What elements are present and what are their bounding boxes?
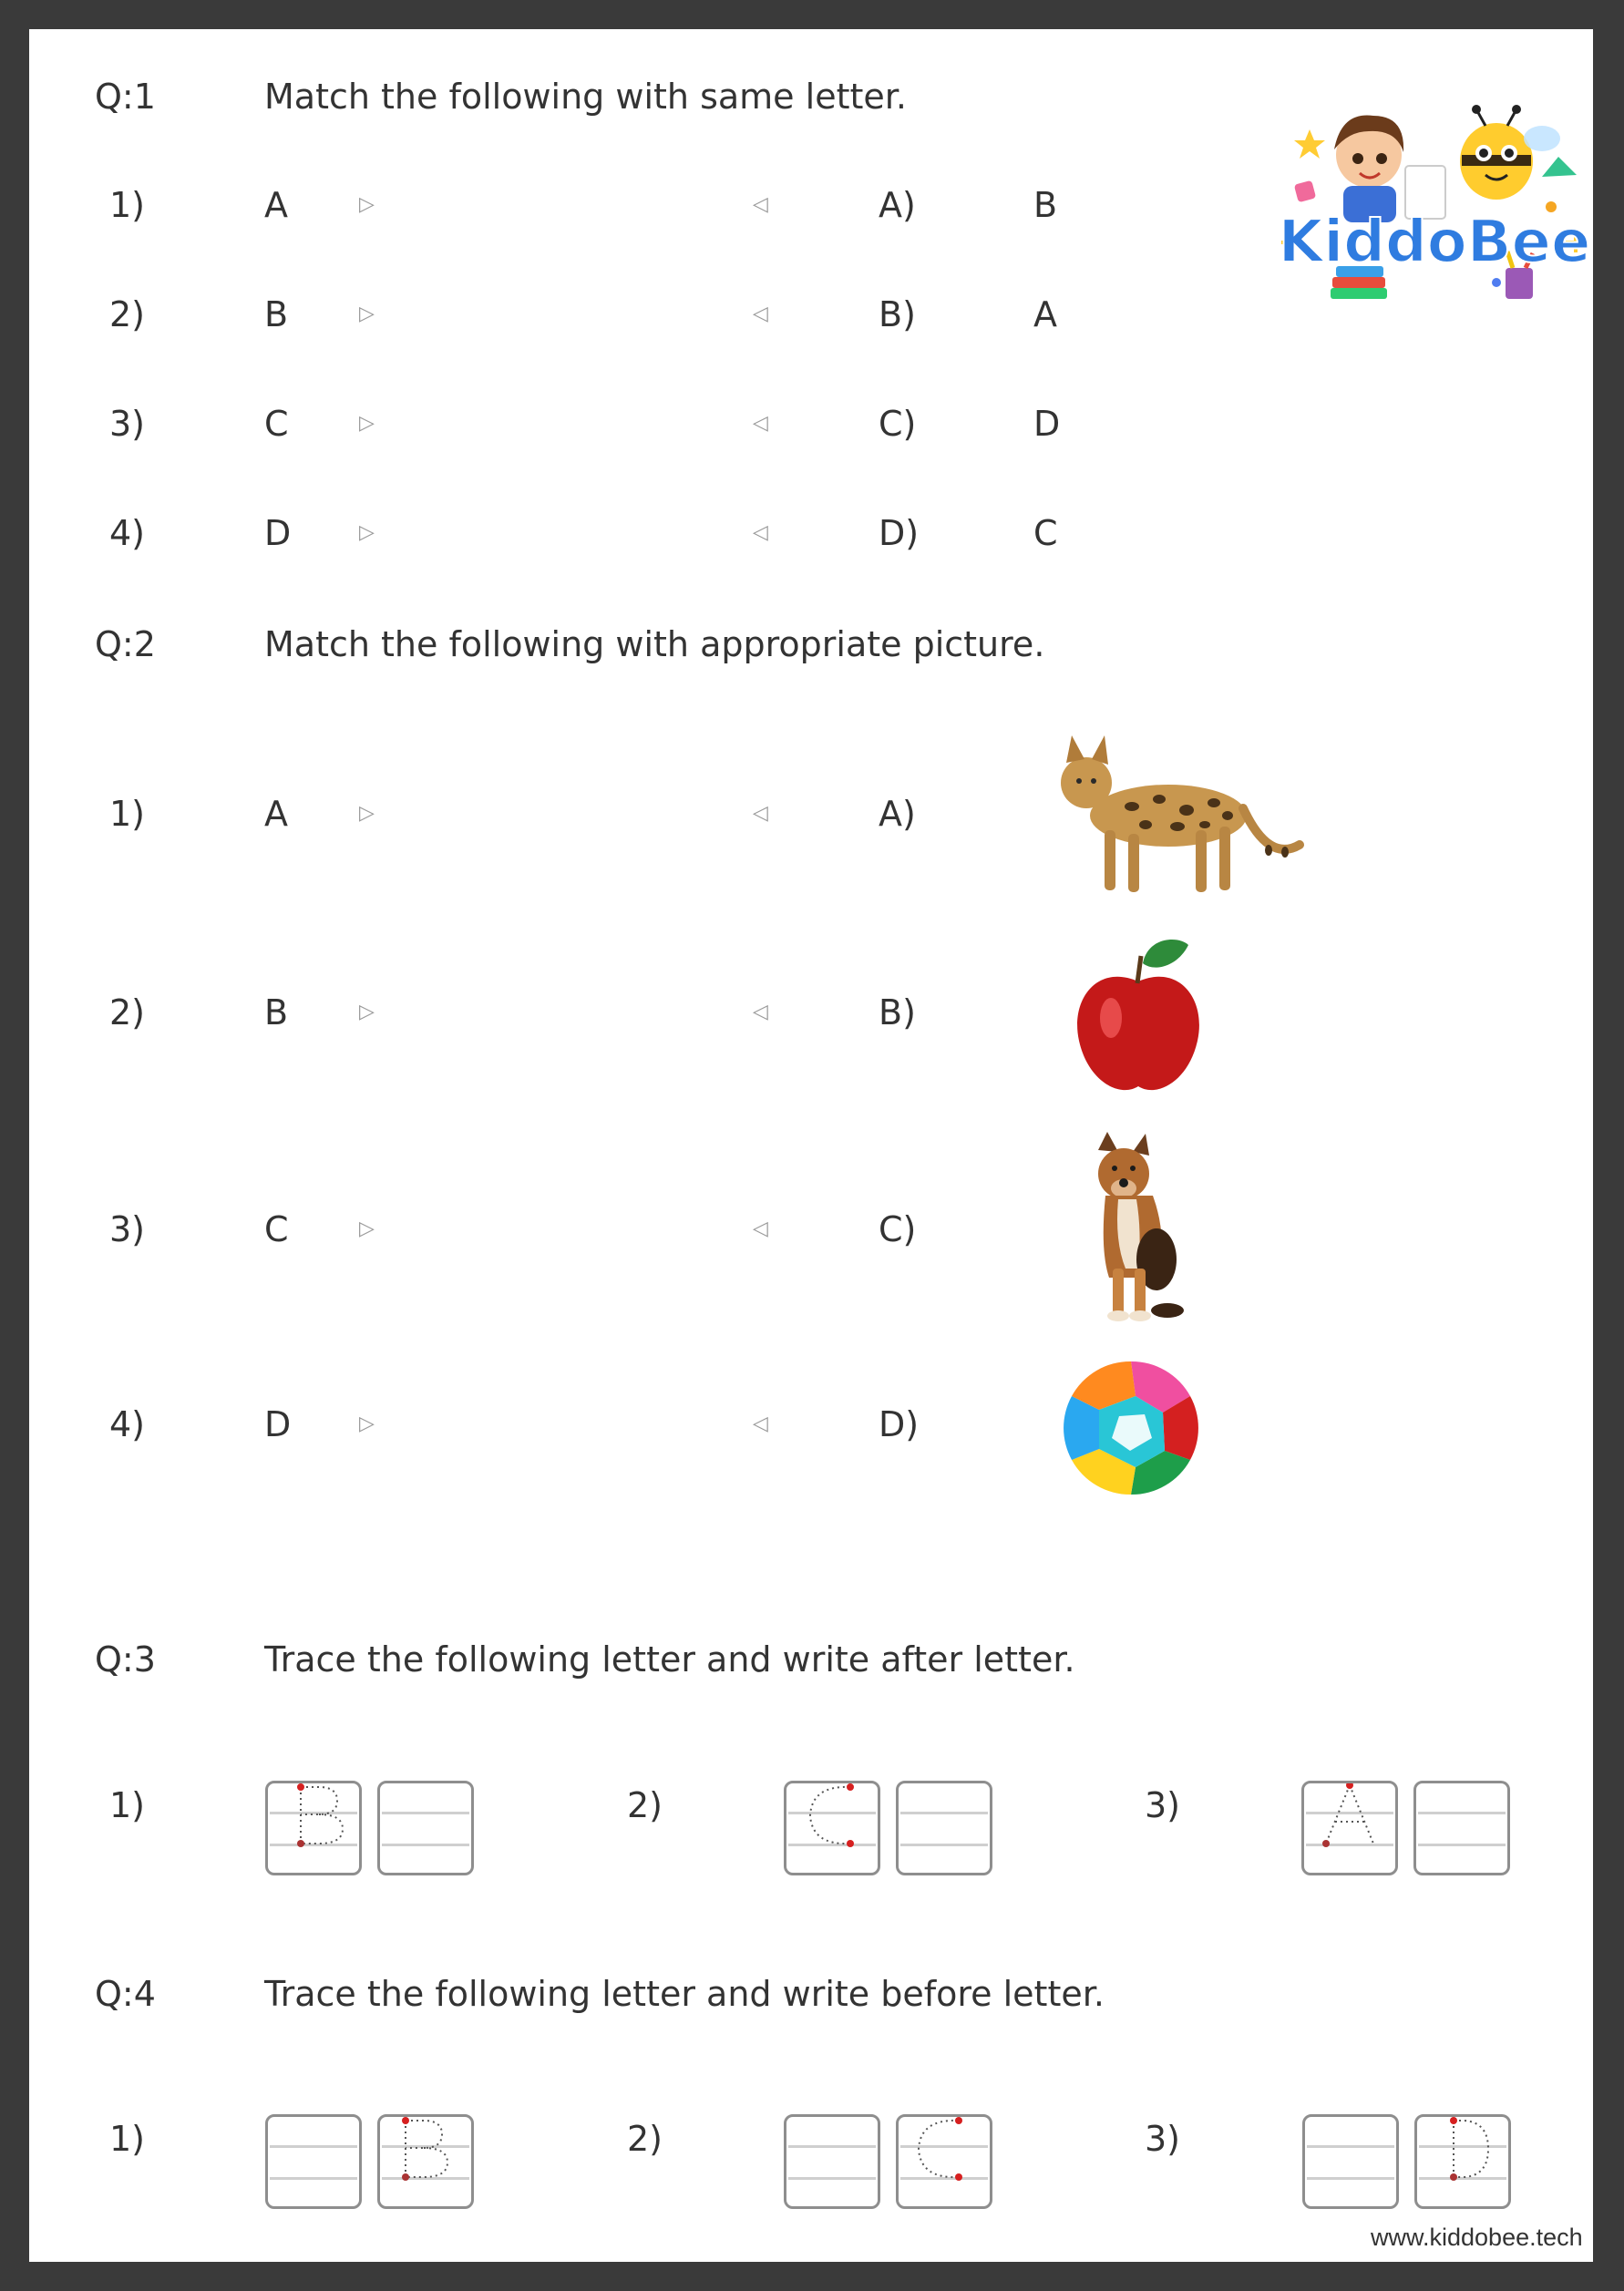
q4-item-number: 3) xyxy=(1145,2119,1181,2159)
left-match-arrow-icon[interactable]: ▷ xyxy=(359,193,375,216)
apple-picture xyxy=(1070,936,1207,1104)
trace-box-letter-b[interactable] xyxy=(265,1781,362,1875)
write-box[interactable] xyxy=(265,2114,362,2209)
trace-box-letter-b[interactable] xyxy=(377,2114,474,2209)
q4-label: Q:4 xyxy=(95,1974,156,2014)
right-match-arrow-icon[interactable]: ◁ xyxy=(753,303,768,325)
right-match-arrow-icon[interactable]: ◁ xyxy=(753,412,768,435)
left-match-arrow-icon[interactable]: ▷ xyxy=(359,1001,375,1023)
q1-right-letter: A xyxy=(1033,294,1057,334)
left-match-arrow-icon[interactable]: ▷ xyxy=(359,802,375,825)
q1-left-letter: C xyxy=(264,404,289,444)
write-box[interactable] xyxy=(896,1781,992,1875)
q2-left-letter: B xyxy=(264,992,289,1032)
kiddobee-logo xyxy=(1269,75,1597,321)
q1-row-number: 3) xyxy=(109,404,146,444)
q3-item-number: 3) xyxy=(1145,1785,1181,1825)
q2-row-number: 3) xyxy=(109,1209,146,1249)
left-match-arrow-icon[interactable]: ▷ xyxy=(359,1217,375,1240)
right-match-arrow-icon[interactable]: ◁ xyxy=(753,1001,768,1023)
q1-option-label: A) xyxy=(879,185,916,225)
q1-right-letter: D xyxy=(1033,404,1061,444)
q3-label: Q:3 xyxy=(95,1639,156,1680)
ball-picture xyxy=(1063,1360,1199,1500)
q2-row-number: 2) xyxy=(109,992,146,1032)
q2-row-number: 1) xyxy=(109,794,146,834)
trace-box-letter-c[interactable] xyxy=(896,2114,992,2209)
right-match-arrow-icon[interactable]: ◁ xyxy=(753,1217,768,1240)
footer-url[interactable]: www.kiddobee.tech xyxy=(1371,2224,1583,2251)
q2-option-label: C) xyxy=(879,1209,917,1249)
q2-left-letter: D xyxy=(264,1404,292,1444)
write-box[interactable] xyxy=(784,2114,880,2209)
q1-row-number: 2) xyxy=(109,294,146,334)
q3-instruction: Trace the following letter and write after letter. xyxy=(264,1639,1075,1680)
q4-instruction: Trace the following letter and write before letter. xyxy=(264,1974,1105,2014)
q2-row-number: 4) xyxy=(109,1404,146,1444)
q4-item-number: 2) xyxy=(627,2119,663,2159)
q1-instruction: Match the following with same letter. xyxy=(264,77,907,117)
q1-row-number: 4) xyxy=(109,513,146,553)
q1-option-label: B) xyxy=(879,294,916,334)
q2-option-label: D) xyxy=(879,1404,920,1444)
right-match-arrow-icon[interactable]: ◁ xyxy=(753,521,768,544)
q1-left-letter: B xyxy=(264,294,289,334)
q3-item-number: 1) xyxy=(109,1785,146,1825)
q2-left-letter: A xyxy=(264,794,288,834)
q1-option-label: C) xyxy=(879,404,917,444)
write-box[interactable] xyxy=(1302,2114,1399,2209)
q1-left-letter: A xyxy=(264,185,288,225)
write-box[interactable] xyxy=(377,1781,474,1875)
q2-option-label: B) xyxy=(879,992,916,1032)
left-match-arrow-icon[interactable]: ▷ xyxy=(359,412,375,435)
cat-picture xyxy=(1041,735,1305,903)
write-box[interactable] xyxy=(1413,1781,1510,1875)
left-match-arrow-icon[interactable]: ▷ xyxy=(359,1413,375,1435)
q1-label: Q:1 xyxy=(95,77,156,117)
trace-box-letter-d[interactable] xyxy=(1414,2114,1511,2209)
trace-box-letter-a[interactable] xyxy=(1301,1781,1398,1875)
q2-instruction: Match the following with appropriate picture. xyxy=(264,624,1045,664)
trace-box-letter-c[interactable] xyxy=(784,1781,880,1875)
q1-option-label: D) xyxy=(879,513,920,553)
left-match-arrow-icon[interactable]: ▷ xyxy=(359,521,375,544)
q1-right-letter: C xyxy=(1033,513,1058,553)
q3-item-number: 2) xyxy=(627,1785,663,1825)
right-match-arrow-icon[interactable]: ◁ xyxy=(753,802,768,825)
left-match-arrow-icon[interactable]: ▷ xyxy=(359,303,375,325)
q2-left-letter: C xyxy=(264,1209,289,1249)
dog-picture xyxy=(1082,1132,1191,1327)
q1-right-letter: B xyxy=(1033,185,1058,225)
q2-option-label: A) xyxy=(879,794,916,834)
q4-item-number: 1) xyxy=(109,2119,146,2159)
q2-label: Q:2 xyxy=(95,624,156,664)
q1-row-number: 1) xyxy=(109,185,146,225)
logo-text: KiddoBee xyxy=(1278,209,1591,276)
q1-left-letter: D xyxy=(264,513,292,553)
worksheet-page xyxy=(29,29,1593,2262)
right-match-arrow-icon[interactable]: ◁ xyxy=(753,193,768,216)
right-match-arrow-icon[interactable]: ◁ xyxy=(753,1413,768,1435)
